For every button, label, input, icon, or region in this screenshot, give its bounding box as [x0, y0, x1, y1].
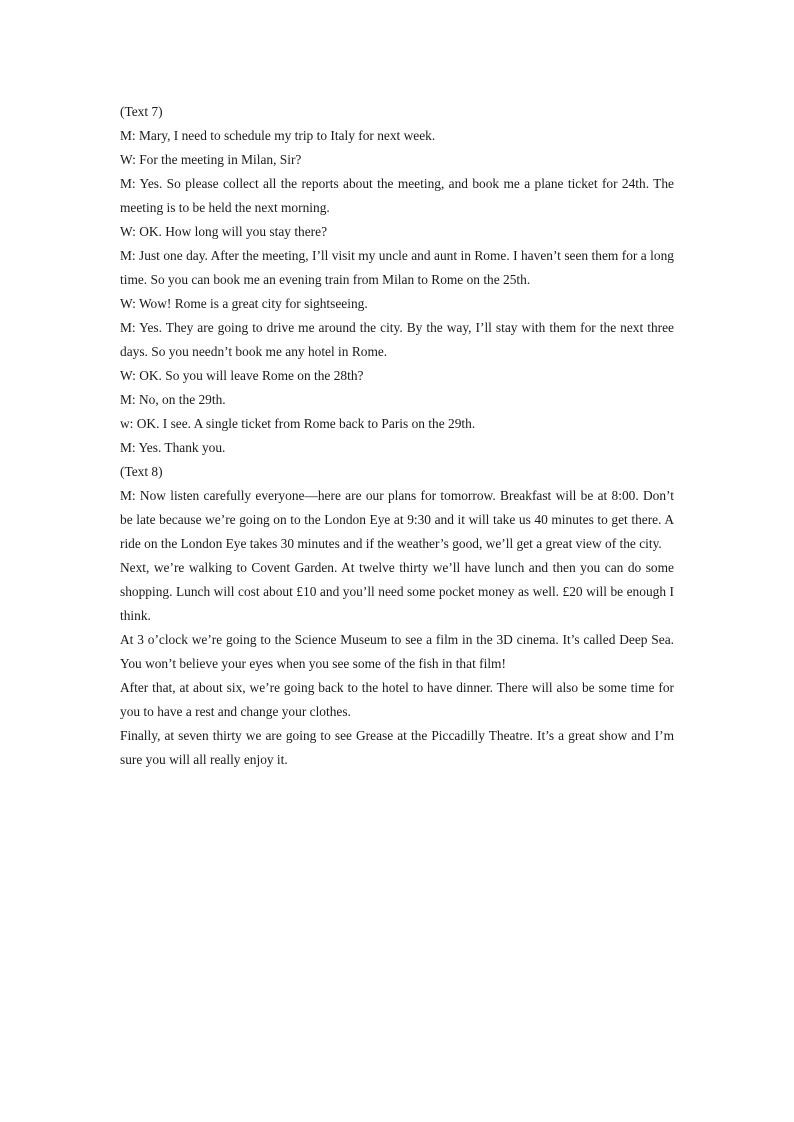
text8-paragraph: Finally, at seven thirty we are going to see Grease at the Piccadilly Theatre. It’s a great show and I’m sure you will all really enjoy it.: [120, 728, 674, 767]
text7-line: M: Mary, I need to schedule my trip to Italy for next week.: [120, 128, 436, 143]
text7-line: M: Yes. Thank you.: [120, 440, 226, 455]
text7-line: W: OK. How long will you stay there?: [120, 224, 328, 239]
text7-heading: (Text 7): [120, 104, 163, 119]
text8-section: [120, 460, 674, 772]
text7-line: M: Yes. So please collect all the reports about the meeting, and book me a plane ticket for 24th. The meeting is to be held the next morning.: [120, 176, 674, 215]
text8-heading: (Text 8): [120, 464, 163, 479]
text8-paragraph: After that, at about six, we’re going back to the hotel to have dinner. There will also be some time for you to have a rest and change your clothes.: [120, 680, 674, 719]
text7-line: W: OK. So you will leave Rome on the 28th?: [120, 368, 364, 383]
text7-line: M: Yes. They are going to drive me around the city. By the way, I’ll stay with them for the next three days. So you needn’t book me any hotel in Rome.: [120, 320, 674, 359]
text7-line: W: Wow! Rome is a great city for sightseeing.: [120, 296, 368, 311]
text8-paragraph: At 3 o’clock we’re going to the Science Museum to see a film in the 3D cinema. It’s called Deep Sea. You won’t believe your eyes when you see some of the fish in that film!: [120, 632, 674, 671]
text7-line: W: For the meeting in Milan, Sir?: [120, 152, 302, 167]
text7-line: M: Just one day. After the meeting, I’ll visit my uncle and aunt in Rome. I haven’t seen them for a long time. So you can book me an evening train from Milan to Rome on the 25th.: [120, 248, 674, 287]
text7-line: M: No, on the 29th.: [120, 392, 226, 407]
text8-paragraph: Next, we’re walking to Covent Garden. At twelve thirty we’ll have lunch and then you can do some shopping. Lunch will cost about £10 and you’ll need some pocket money as well. £20 will be enough I think.: [120, 560, 674, 623]
document-page: [120, 100, 674, 772]
text8-paragraph: M: Now listen carefully everyone—here are our plans for tomorrow. Breakfast will be at 8:00. Don’t be late because we’re going on to the London Eye at 9:30 and it will take us 40 minutes to get there. A ride on the London Eye takes 30 minutes and if the weather’s good, we’ll get a great view of the city.: [120, 488, 674, 551]
text7-section: [120, 100, 674, 460]
text7-line: w: OK. I see. A single ticket from Rome back to Paris on the 29th.: [120, 416, 476, 431]
